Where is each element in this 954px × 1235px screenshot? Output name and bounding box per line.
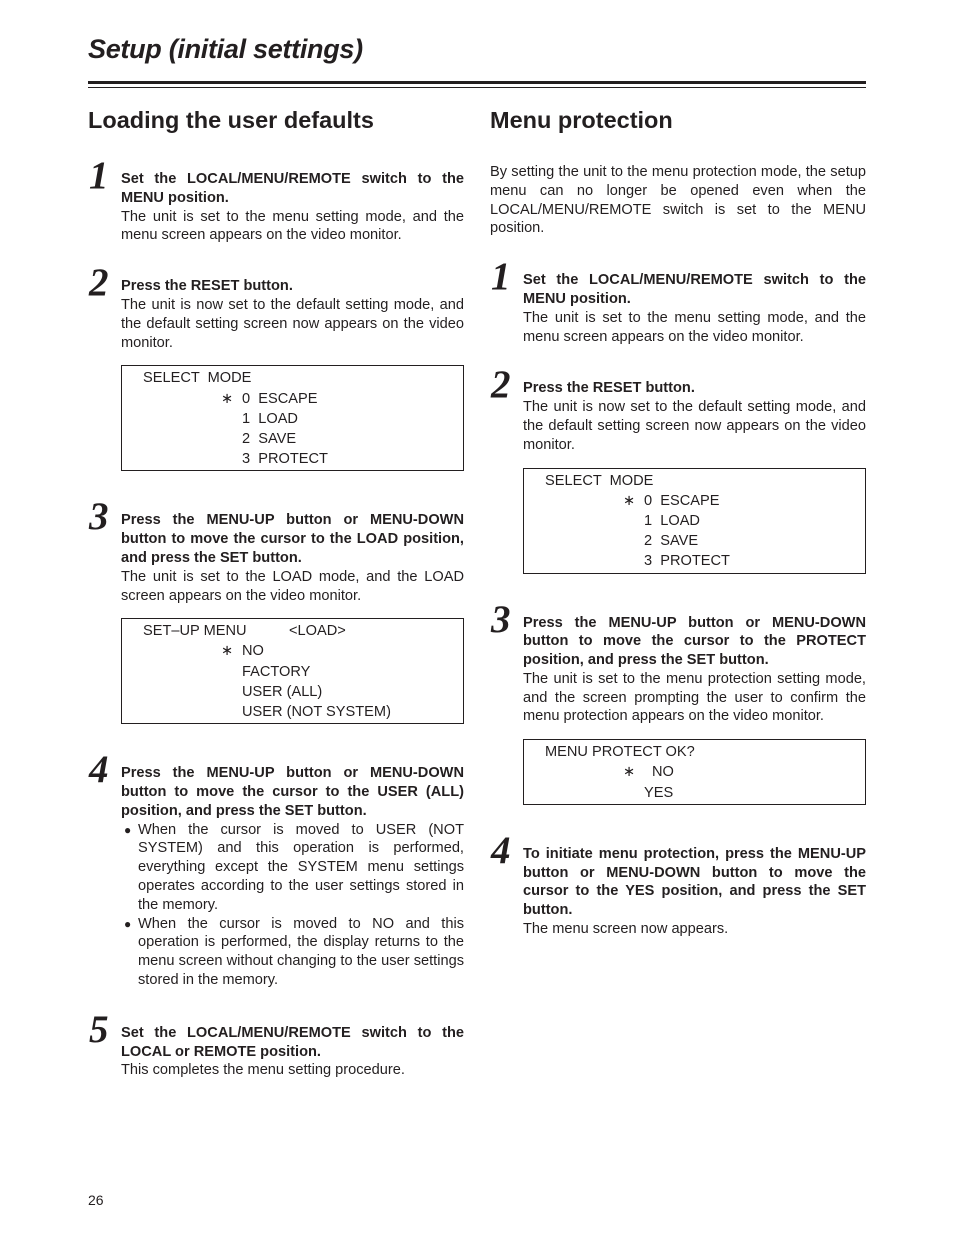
step-body: The unit is now set to the default setting mode, and the default setting screen now appears on the video monitor. (523, 399, 866, 453)
menu-option: USER (NOT SYSTEM) (242, 704, 391, 721)
step-number: 2 (89, 261, 109, 305)
step-heading: Set the LOCAL/MENU/REMOTE switch to the MENU position. (121, 171, 464, 206)
step-5 (88, 1007, 464, 1080)
menu-option: 2 SAVE (644, 533, 699, 550)
menu-option: 0 ESCAPE (242, 390, 318, 407)
section-title: Loading the user defaults (88, 107, 374, 133)
menu-option: 2 SAVE (242, 430, 297, 447)
title-rule (88, 81, 866, 84)
step-number: 3 (491, 597, 511, 641)
menu-option: 3 PROTECT (644, 553, 730, 570)
bullet-icon: ● (124, 822, 132, 837)
step-number: 3 (89, 495, 109, 539)
screen-title: MENU PROTECT OK? (545, 744, 695, 761)
menu-option: NO (652, 764, 674, 781)
menu-option: 0 ESCAPE (644, 492, 720, 509)
list-item (121, 821, 464, 915)
menu-option: YES (644, 784, 674, 801)
select-mode-screen (121, 365, 464, 471)
bullet-list (121, 821, 464, 990)
cursor-mark: ∗ (221, 643, 234, 660)
cursor-mark: ∗ (623, 764, 636, 781)
step-number: 4 (491, 828, 511, 872)
step-3 (490, 597, 866, 805)
menu-option: 3 PROTECT (242, 451, 328, 468)
screen-title: SET–UP MENU (143, 623, 247, 640)
list-item (121, 915, 464, 990)
step-1 (88, 154, 464, 245)
setup-menu-screen (121, 618, 464, 724)
bullet-icon: ● (124, 916, 132, 931)
step-heading: To initiate menu protection, press the MENU-UP button or MENU-DOWN button to move the cursor to the YES position, and press the SET button. (523, 845, 866, 919)
menu-protect-screen (523, 739, 866, 805)
title-rule-thin (88, 87, 866, 88)
screen-title: SELECT MODE (143, 370, 252, 387)
page-title: Setup (initial settings) (88, 34, 363, 64)
step-body: This completes the menu setting procedure. (121, 1062, 405, 1079)
select-mode-screen (523, 468, 866, 574)
step-4 (490, 828, 866, 939)
step-heading: Set the LOCAL/MENU/REMOTE switch to the MENU position. (523, 272, 866, 307)
step-body: The unit is now set to the default setting mode, and the default setting screen now appears on the video monitor. (121, 296, 464, 351)
step-number: 4 (89, 748, 109, 792)
menu-option: 1 LOAD (242, 410, 298, 427)
menu-option: 1 LOAD (644, 512, 700, 529)
step-number: 2 (491, 363, 511, 407)
menu-option: FACTORY (242, 663, 311, 680)
step-heading: Set the LOCAL/MENU/REMOTE switch to the LOCAL or REMOTE position. (121, 1024, 464, 1060)
step-number: 1 (491, 255, 511, 299)
cursor-mark: ∗ (221, 390, 234, 407)
screen-title: SELECT MODE (545, 472, 654, 489)
step-heading: Press the MENU-UP button or MENU-DOWN button to move the cursor to the PROTECT position, and press the SET button. (523, 614, 866, 669)
step-3 (88, 495, 464, 724)
section-loading-user-defaults (88, 104, 464, 1080)
step-heading: Press the MENU-UP button or MENU-DOWN button to move the cursor to the USER (ALL) position, and press the SET button. (121, 765, 464, 819)
step-body: The unit is set to the menu setting mode, and the menu screen appears on the video monitor. (121, 208, 464, 244)
step-heading: Press the MENU-UP button or MENU-DOWN button to move the cursor to the LOAD position, and press the SET button. (121, 512, 464, 566)
bullet-text: When the cursor is moved to USER (NOT SYSTEM) and this operation is performed, everything except the SYSTEM menu settings operates according to the user settings stored in the memory. (138, 821, 464, 913)
step-heading: Press the RESET button. (121, 278, 293, 295)
menu-option: NO (242, 643, 264, 660)
step-body: The unit is set to the menu protection setting mode, and the screen prompting the user to confirm the menu protection appears on the video monitor. (523, 670, 866, 725)
step-body: The unit is set to the menu setting mode, and the menu screen appears on the video monitor. (523, 309, 866, 345)
step-4 (88, 748, 464, 990)
step-heading: Press the RESET button. (523, 380, 695, 397)
bullet-text: When the cursor is moved to NO and this operation is performed, the display returns to the menu screen without changing to the user settings stored in the memory. (138, 915, 464, 988)
step-2 (88, 261, 464, 471)
screen-tag: <LOAD> (289, 623, 346, 640)
step-body: The unit is set to the LOAD mode, and the LOAD screen appears on the video monitor. (121, 568, 464, 604)
section-menu-protection (490, 104, 866, 939)
section-title: Menu protection (490, 107, 673, 133)
step-number: 1 (89, 154, 109, 197)
page-number: 26 (88, 1192, 104, 1208)
menu-option: USER (ALL) (242, 683, 323, 700)
cursor-mark: ∗ (623, 492, 636, 509)
step-body: The menu screen now appears. (523, 921, 729, 938)
section-intro: By setting the unit to the menu protection mode, the setup menu can no longer be opened even when the LOCAL/MENU/REMOTE switch is set to the MENU position. (490, 164, 866, 237)
step-2 (490, 363, 866, 573)
step-number: 5 (89, 1007, 109, 1051)
step-1 (490, 255, 866, 346)
